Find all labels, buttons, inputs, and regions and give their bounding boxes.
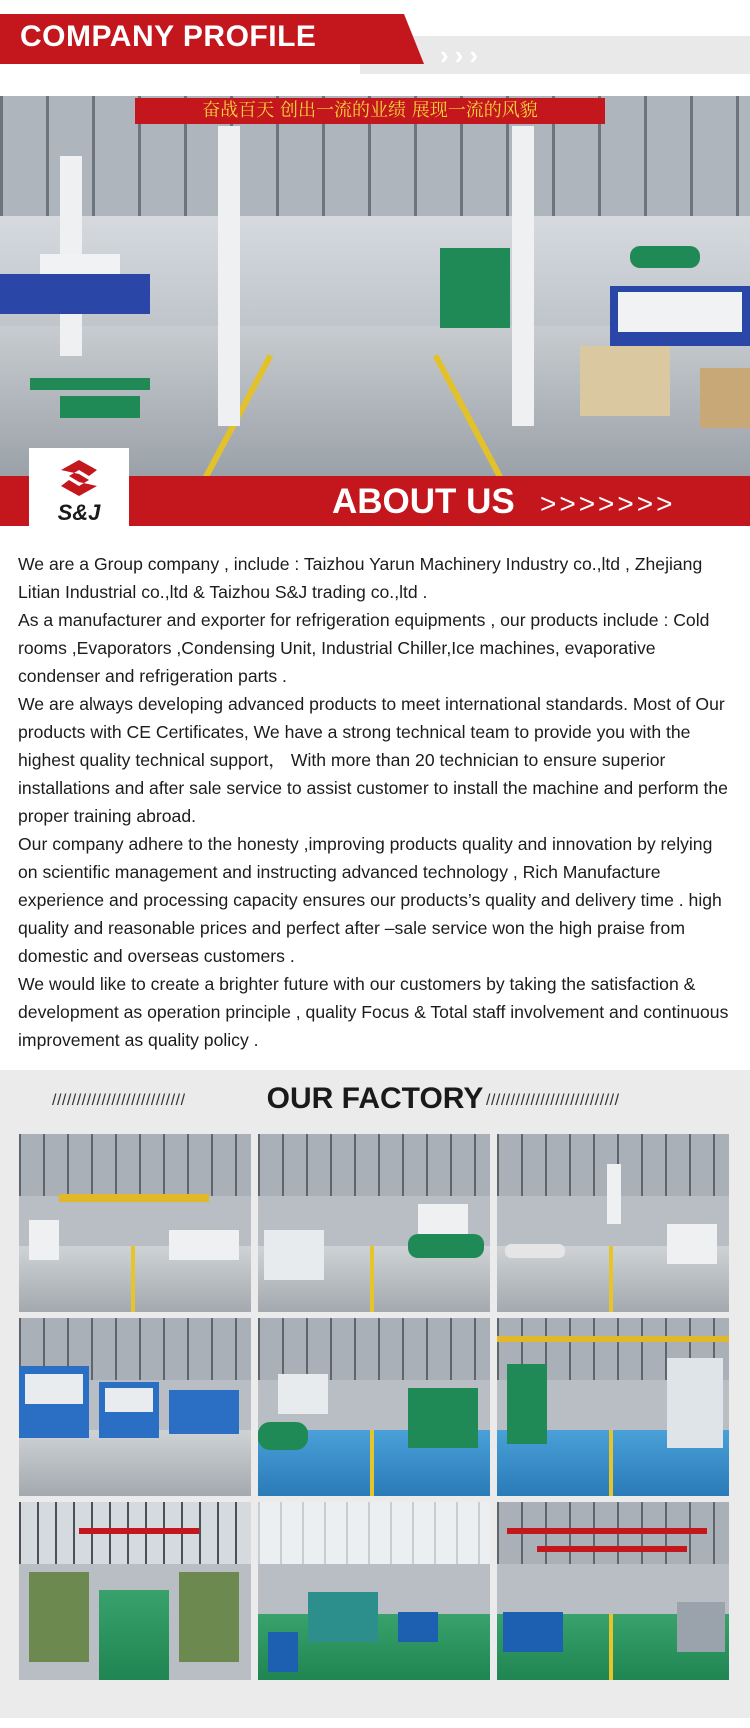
factory-photo-4: [19, 1318, 251, 1496]
receiver-tank: [630, 246, 700, 268]
compressor-rack: [440, 248, 510, 328]
hero-factory-image: [0, 96, 750, 476]
about-paragraph: We are always developing advanced products to meet international standards. Most of Our products with CE Certificates, We have a strong technical team to provide you with the highest quality technical support， With more than 20 technician to ensure superior installations and after sale service to assist customer to install the machine and perform the proper training abroad.: [18, 694, 728, 826]
condensing-unit: [40, 254, 120, 274]
factory-photo-5: [258, 1318, 490, 1496]
wooden-crate: [580, 346, 670, 416]
factory-photo-2: [258, 1134, 490, 1312]
factory-photo-9: [497, 1502, 729, 1680]
logo-mark-icon: [51, 458, 107, 498]
pillar: [218, 126, 240, 426]
about-us-title: ABOUT US: [332, 482, 515, 521]
about-paragraph: Our company adhere to the honesty ,improving products quality and innovation by relying on scientific management and instructing advanced technology , Rich Manufacture experience and processing capacity ensures our products’s quality and delivery time . high quality and reasonable prices and perfect after –sale service won the high praise from domestic and overseas customers .: [18, 834, 722, 966]
chevron-arrows-icon: ›››: [440, 40, 484, 70]
our-factory-title: OUR FACTORY: [266, 1082, 484, 1115]
about-text: [18, 550, 730, 1054]
factory-photo-1: [19, 1134, 251, 1312]
company-profile-header: [0, 0, 750, 82]
logo-text: S&J: [57, 500, 101, 525]
company-logo: [29, 448, 129, 530]
hero-banner-slogan: 奋战百天 创出一流的业绩 展现一流的风貌: [135, 98, 605, 124]
unit-panel: [618, 292, 742, 332]
about-chevrons: >>>>>>>: [540, 488, 676, 519]
factory-photo-6: [497, 1318, 729, 1496]
floor-fixture: [60, 396, 140, 418]
factory-photo-8: [258, 1502, 490, 1680]
floor-fixture: [30, 378, 150, 390]
condensing-unit: [0, 274, 150, 314]
factory-photo-7: [19, 1502, 251, 1680]
about-paragraph: We would like to create a brighter future with our customers by taking the satisfaction & development as operation principle , quality Focus & Total staff involvement and continuous improvement as quality policy .: [18, 974, 729, 1050]
about-paragraph: As a manufacturer and exporter for refrigeration equipments , our products include : Cold rooms ,Evaporators ,Condensing Unit, Industrial Chiller,Ice machines, evaporative condenser and refrigeration parts .: [18, 610, 710, 686]
pillar: [512, 126, 534, 426]
factory-photo-grid: [19, 1134, 730, 1682]
title-decoration-right: ///////////////////////////: [486, 1092, 620, 1109]
factory-photo-3: [497, 1134, 729, 1312]
about-paragraph: We are a Group company , include : Taizhou Yarun Machinery Industry co.,ltd , Zhejiang Litian Industrial co.,ltd & Taizhou S&J trading co.,ltd .: [18, 554, 703, 602]
page-title: COMPANY PROFILE: [20, 20, 317, 53]
wooden-crate: [700, 368, 750, 428]
title-decoration-left: ///////////////////////////: [52, 1092, 186, 1109]
